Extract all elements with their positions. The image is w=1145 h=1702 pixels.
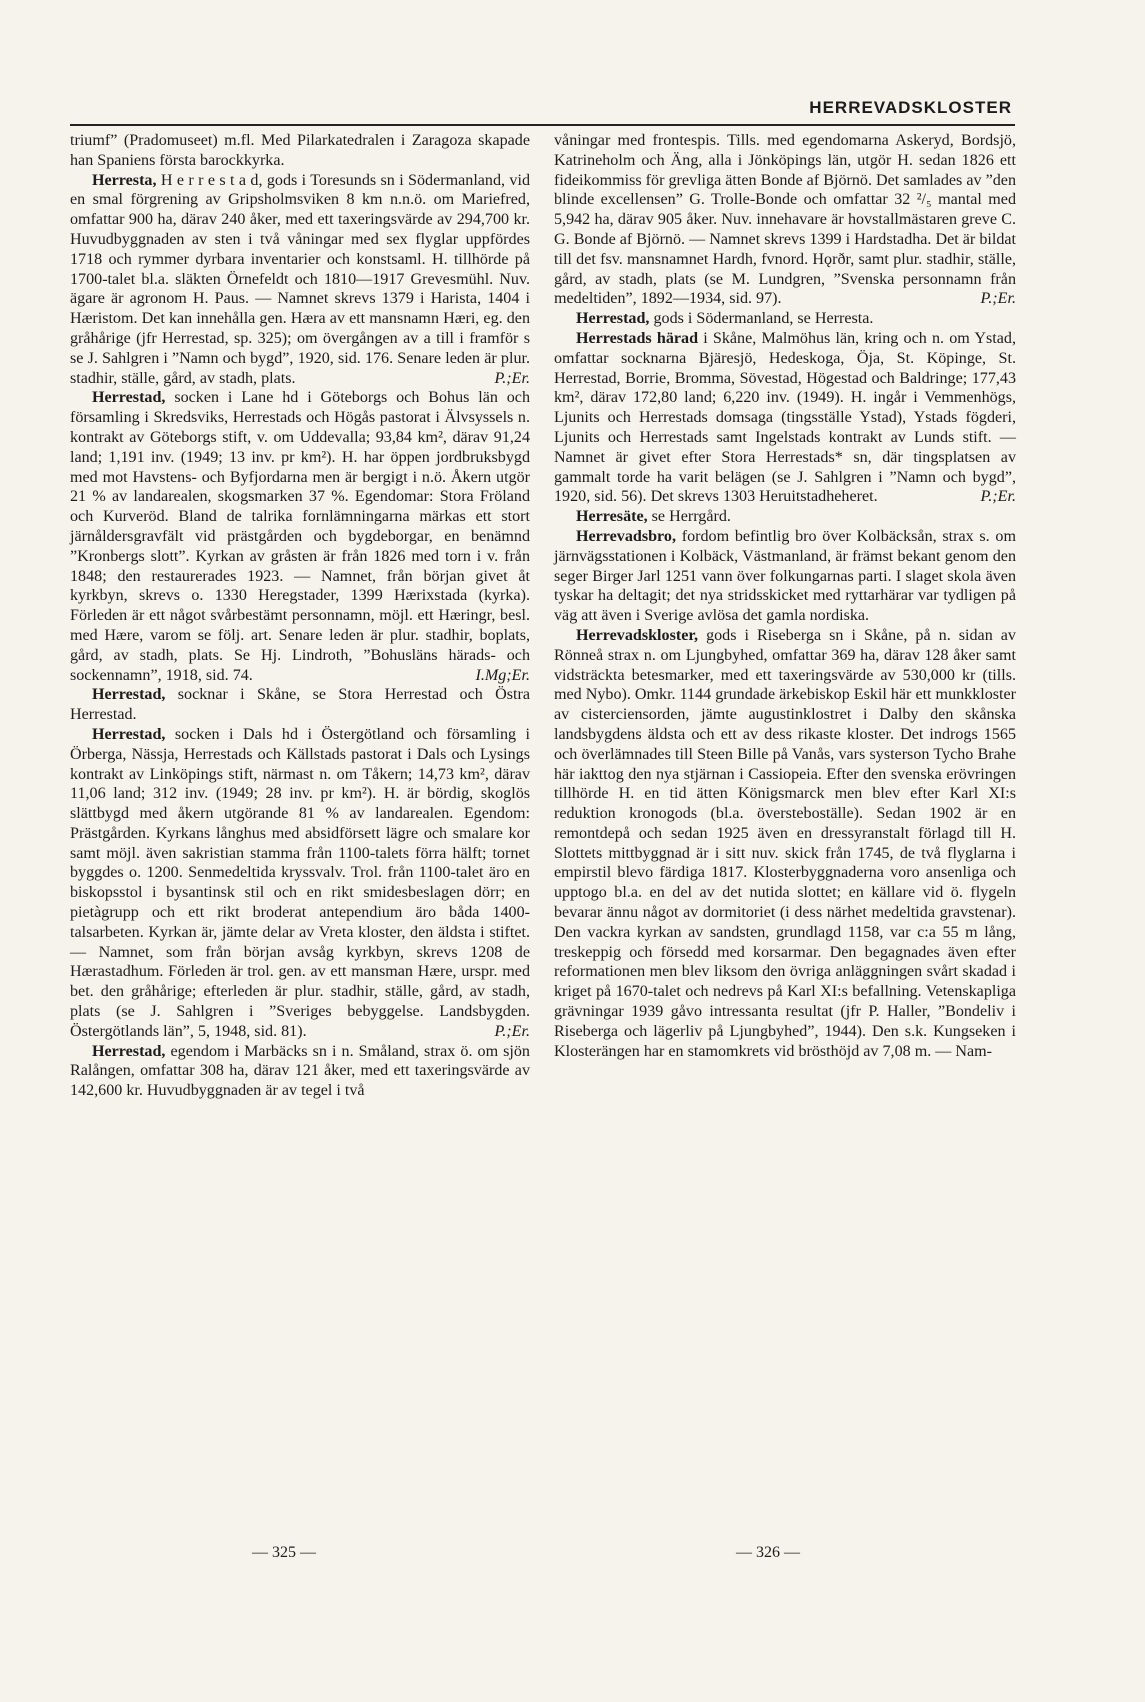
entry	[70, 388, 530, 685]
entry	[70, 685, 530, 725]
entry-headword: Herresäte,	[576, 508, 648, 526]
entry-headword: Herrestad,	[92, 686, 166, 704]
entry-text: H e r r e s t a d, gods i Toresunds sn i Södermanland, vid en smal förgrening av Gripsholmsviken 8 km n.n.ö. om Mariefred, omfattar 900 ha, därav 240 åker, med ett taxeringsvärde av 294,700 kr. Huvudbyggnaden av sten i två våningar med sex flyglar uppfördes 1718 och rymmer dyrbara inventarier och konstsaml. H. tillhörde på 1700-talet bl.a. släkten Örnefeldt och 1810—1917 Grevesmühl. Nuv. ägare är agronom H. Paus. — Namnet skrevs 1379 i Harista, 1404 i Hæristom. Det kan innehålla gen. Hæra av ett mansnamn Hæri, eg. den gråhårige (jfr Herrestad, sp. 325); om övergången av a till i framför s se J. Sahlgren i ”Namn och bygd”, 1920, sid. 176. Senare leden är plur. stadhir, ställe, gård, av stadh, plats.	[70, 171, 530, 387]
page-number-left: — 325 —	[252, 1544, 316, 1561]
entry-headword: Herrestad,	[576, 310, 650, 328]
entry-text: gods i Södermanland, se Herresta.	[653, 310, 874, 328]
entry	[70, 171, 530, 389]
entry-text: i Skåne, Malmöhus län, kring och n. om Ystad, omfattar socknarna Bjäresjö, Hedeskoga, Öja, St. Köpinge, St. Herrestad, Borrie, Bromma, Sövestad, Högestad och Baldringe; 177,43 km², därav 172,80 land; 6,220 inv. (1949). H. ingår i Vemmenhögs, Ljunits och Herrestads domsaga (tingsställe Ystad), Ystads fögderi, Ljunits och Herrestads samt Ingelstads kontrakt av Lunds stift. — Namnet är givet efter Stora Herrestads* sn, där tingsplatsen av gammalt torde ha varit belägen (se J. Sahlgren i ”Namn och bygd”, 1920, sid. 56). Det skrevs 1303 Heruitstadheheret.	[554, 329, 1016, 506]
entry-text: socken i Lane hd i Göteborgs och Bohus län och församling i Skredsviks, Herrestads och Högås pastorat i Älvsyssels n. kontrakt av Göteborgs stift, v. om Uddevalla; 93,84 km², därav 91,24 land; 1,191 inv. (1949; 13 inv. pr km²). H. har öppen jordbruksbygd med mot Havstens- och Byfjordarna men är bergigt i n.ö. Åkern utgör 21 % av landarealen, skogsmarken 37 %. Egendomar: Stora Fröland och Kurveröd. Bland de talrika fornlämningarna märkas ett stort järnåldersgravfält vid prästgården och bygdeborgar, en benämnd ”Kronbergs slott”. Kyrkan av gråsten är från 1826 med torn i v. från 1848; den restaurerades 1923. — Namnet, från början givet åt kyrkbyn, skrevs o. 1330 Heregstader, 1399 Hærixstada (kyrka). Förleden är ett något svårbestämt personnamn, möjl. ett Hæringr, besl. med Hære, varom se följ. art. Senare leden är plur. stadhir, boplats, gård, av stadh, plats. Se Hj. Lindroth, ”Bohusläns härads- och sockennamn”, 1918, sid. 74.	[70, 389, 530, 684]
page-number-right: — 326 —	[736, 1544, 800, 1561]
entry	[554, 527, 1016, 626]
entry-text: gods i Riseberga sn i Skåne, på n. sidan av Rönneå strax n. om Ljungbyhed, omfattar 369 ha, därav 128 åker samt vidsträckta betesmarker, med ett taxeringsvärde av 530,000 kr (tills. med Nybo). Omkr. 1144 grundade ärkebiskop Eskil här ett munkkloster av cisterciensorden, jämte augustinklostret i Dalby den skånska landsbygdens äldsta och ett av dess rikaste kloster. Det indrogs 1565 och överlämnades till Steen Bille på Vanås, vars systerson Tycho Brahe här iakttog den nya stjärnan i Cassiopeia. Efter den svenska erövringen tillhörde H. en tid ätten Königsmarck men blev efter Karl XI:s reduktion kronogods (bl.a. översteboställe). Sedan 1902 är en remontdepå och sedan 1925 även en dressyranstalt förlagd till H. Slottets mittbyggnad är i sitt nuv. skick från 1745, de två flyglarna i empirstil blevo färdiga 1817. Klosterbyggnaderna voro ansenliga och upptogo bl.a. en del av det nutida slottet; en källare vid ö. flygeln bevarar ännu något av dormitoriet (i dess närhet medeltida gravstenar). Den vackra kyrkan av sandsten, grundlagd 1158, var c:a 55 m lång, treskeppig och försedd med korsarmar. Den begagnades även efter reformationen men blev liksom den övriga anläggningen svårt skadad i kriget på 1670-talet och nedrevs på Karl XI:s befallning. Vetenskapliga grävningar 1939 gåvo intressanta resultat (jfr P. Haller, ”Bondeliv i Riseberga och lägerliv på Ljungbyhed”, 1944). Den s.k. Kungseken i Klosterängen har en stamomkrets vid brösthöjd av 7,08 m. — Nam-	[554, 626, 1017, 1060]
entry	[70, 131, 530, 171]
entry-text: fordom befintlig bro över Kolbäcksån, strax s. om järnvägsstationen i Kolbäck, Västmanland, är främst bekant genom den seger Birger Jarl 1251 vann över folkungarnas parti. I slaget skola även tyskar ha deltagit; det nya stridsskicket med ryttarhärar var tydligen på väg att även i Sverige avlösa det gamla nordiska.	[554, 527, 1016, 625]
entry-headword: Herrestad,	[92, 389, 166, 407]
entry-text: egendom i Marbäcks sn i n. Småland, strax ö. om sjön Ralången, omfattar 308 ha, därav 121 åker, med ett taxeringsvärde av 142,600 kr. Huvudbyggnaden är av tegel i två	[70, 1042, 530, 1100]
running-head: HERREVADSKLOSTER	[809, 98, 1012, 117]
entry	[554, 507, 1016, 527]
entry	[554, 131, 1016, 309]
entry-headword: Herresta,	[92, 171, 157, 189]
entry-headword: Herrestad,	[92, 1042, 166, 1060]
entry	[70, 1042, 530, 1101]
entry-headword: Herrevadskloster,	[576, 626, 699, 644]
entry	[70, 725, 530, 1042]
entry-headword: Herrestad,	[92, 725, 166, 743]
entry-headword: Herrevadsbro,	[576, 527, 676, 545]
entry-signature: P.;Er.	[980, 488, 1016, 506]
right-column	[554, 131, 1016, 1061]
entry	[554, 626, 1016, 1062]
entry-text: våningar med frontespis. Tills. med egendomarna Askeryd, Bordsjö, Katrineholm och Äng, alla i Jönköpings län, utgör H. sedan 1826 ett fideikommiss för grevliga ätten Bonde af Björnö. Det samlades av ”den blinde excellensen” G. Trolle-Bonde och omfattar 32 ²/₅ mantal med 5,942 ha, därav 905 åker. Nuv. innehavare är hovstallmästaren greve C. G. Bonde af Björnö. — Namnet skrevs 1399 i Hardstadha. Det är bildat till det fsv. mansnamnet Hardh, fvnord. Hǫrðr, samt plur. stadhir, ställe, gård, av stadh, plats (se M. Lundgren, ”Svenska personnamn från medeltiden”, 1892—1934, sid. 97).	[554, 132, 1016, 308]
header-rule	[70, 124, 1015, 126]
entry-signature: P.;Er.	[494, 1022, 530, 1040]
entry-signature: I.Mg;Er.	[475, 666, 530, 684]
left-column	[70, 131, 530, 1101]
entry-text: triumf” (Pradomuseet) m.fl. Med Pilarkatedralen i Zaragoza skapade han Spaniens första barockkyrka.	[70, 132, 530, 169]
entry-text: socknar i Skåne, se Stora Herrestad och Östra Herrestad.	[70, 686, 530, 724]
entry	[554, 329, 1016, 507]
entry-signature: P.;Er.	[980, 290, 1016, 308]
entry-headword: Herrestads härad	[576, 329, 699, 347]
entry-text: socken i Dals hd i Östergötland och församling i Örberga, Nässja, Herrestads och Källstads pastorat i Dals och Lysings kontrakt av Linköpings stift, närmast n. om Tåkern; 14,73 km², därav 11,06 land; 312 inv. (1949; 28 inv. pr km²). H. är bördig, skoglös slättbygd med åkern utgörande 81 % av landarealen. Egendom: Prästgården. Kyrkans långhus med absidförsett lägre och smalare kor samt möjl. även sakristian stamma från 1100-talets förra hälft; tornet byggdes o. 1200. Senmedeltida kryssvalv. Trol. från 1100-talet äro en biskopsstol i bysantinsk stil och en rikt smidesbeslagen dörr; en pietàgrupp och ett rikt broderat antependium äro båda 1400-talsarbeten. Kyrkan är, jämte delar av Vreta kloster, den äldsta i stiftet. — Namnet, som från början avsåg kyrkbyn, skrevs 1208 de Hærastadhum. Förleden är trol. gen. av ett mansman Hære, urspr. med bet. den gråhårige; efterleden är plur. stadhir, ställe, gård, av stadh, plats (se J. Sahlgren i ”Sveriges bebyggelse. Landsbygden. Östergötlands län”, 5, 1948, sid. 81).	[70, 725, 530, 1040]
entry-signature: P.;Er.	[494, 369, 530, 387]
entry-text: se Herrgård.	[651, 508, 731, 526]
entry	[554, 309, 1016, 329]
